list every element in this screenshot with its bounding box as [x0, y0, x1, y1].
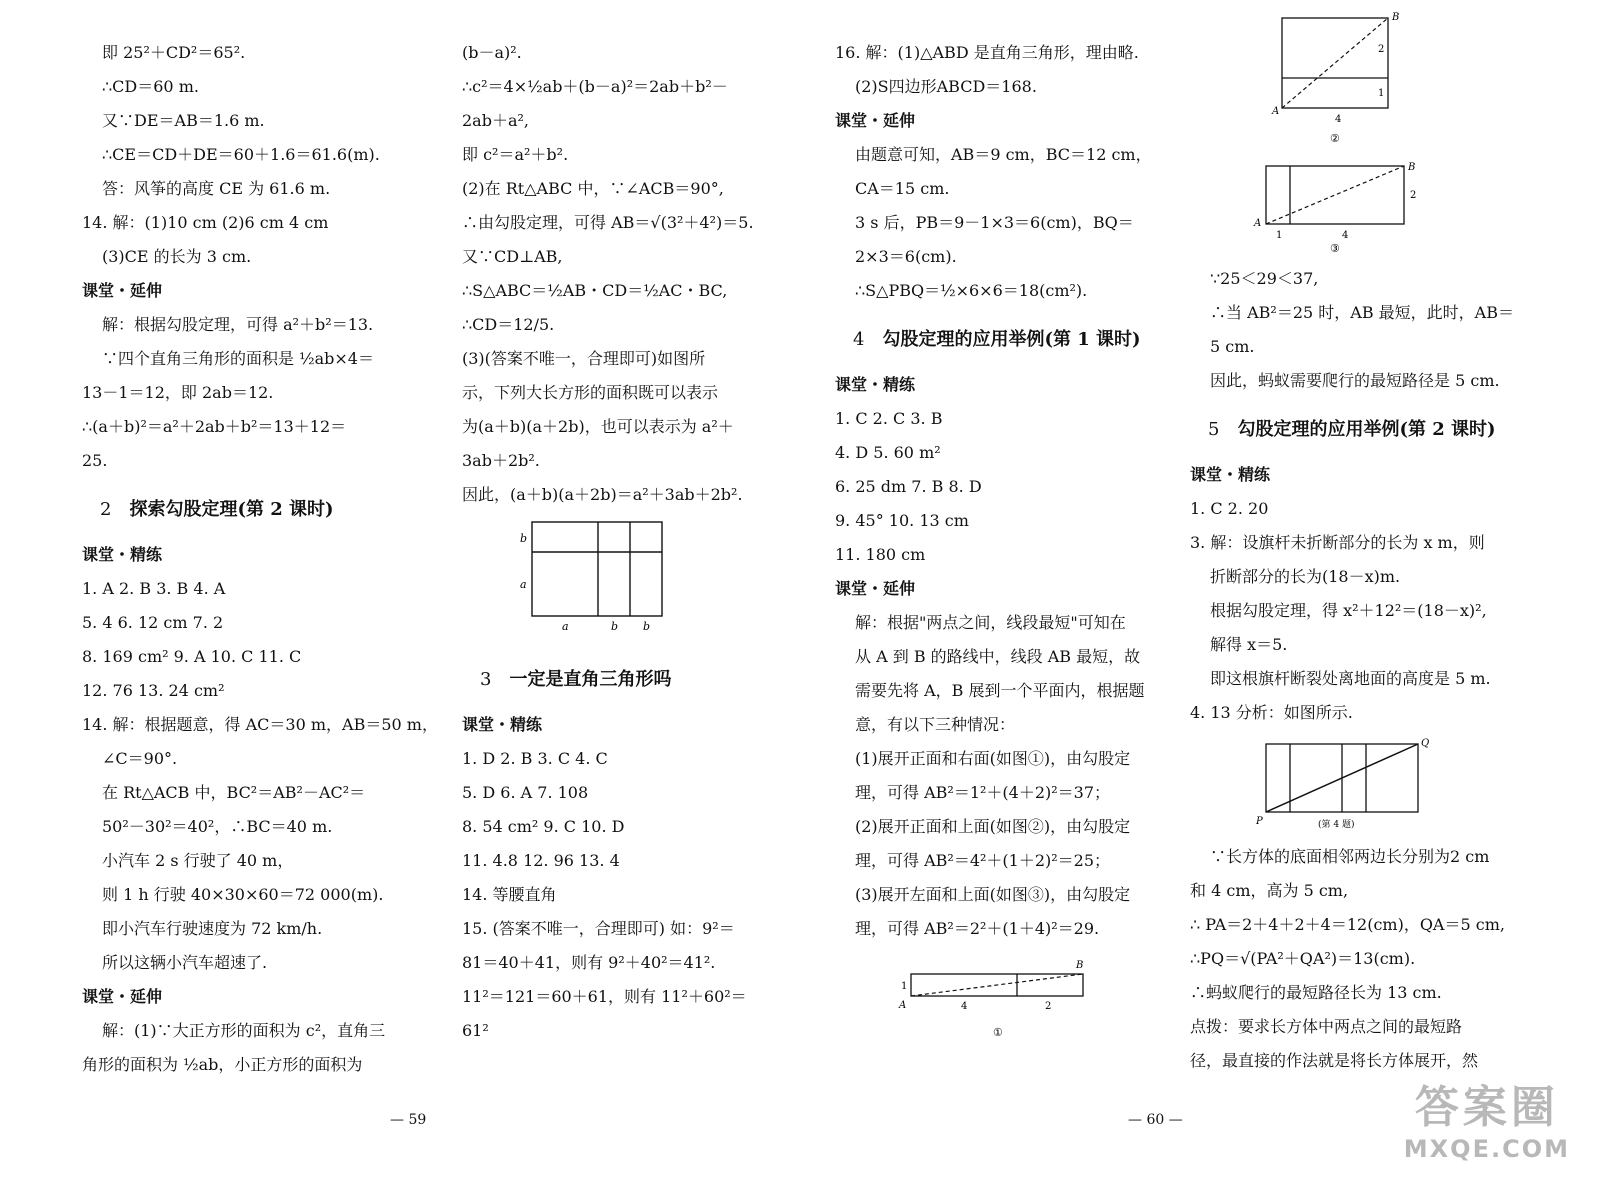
- section-heading: [1208, 410, 1520, 450]
- figure-label-bottom-b2: b: [643, 620, 651, 633]
- text-line: ∠C＝90°.: [102, 749, 178, 768]
- text-line: ∴蚂蚁爬行的最短路径长为 13 cm.: [1190, 983, 1442, 1002]
- subheading: 课堂・精练: [1190, 465, 1271, 484]
- section-number: 2: [100, 499, 112, 520]
- text-line: 径，最直接的作法就是将长方体展开，然: [1190, 1051, 1479, 1070]
- figure-label-b: b: [520, 532, 528, 545]
- fig2-label-b: B: [1392, 12, 1400, 23]
- fig3-label-a: A: [1254, 218, 1262, 229]
- figure-label-a: a: [520, 578, 527, 591]
- text-line: 12. 76 13. 24 cm²: [82, 681, 225, 700]
- text-line: (1)展开正面和右面(如图①)，由勾股定: [855, 749, 1131, 768]
- fig3-label-b: B: [1408, 162, 1416, 173]
- text-line: 在 Rt△ACB 中，BC²＝AB²－AC²＝: [102, 783, 366, 802]
- column-1: [82, 36, 438, 1082]
- fig1-caption: ①: [993, 1026, 1003, 1039]
- text-line: ∵长方体的底面相邻两边长分别为2 cm: [1210, 847, 1490, 866]
- text-line: 意，有以下三种情况：: [855, 715, 1016, 734]
- section-number: 4: [853, 329, 865, 350]
- fig1-label-4: 4: [961, 1001, 968, 1012]
- text-line: 50²－30²＝40²，∴BC＝40 m.: [102, 817, 333, 836]
- text-line: 解：(1)∵大正方形的面积为 c²，直角三: [102, 1021, 386, 1040]
- fig1-label-2: 2: [1045, 1001, 1052, 1012]
- section-heading: [853, 320, 1165, 360]
- text-line: ∴CE＝CD＋DE＝60＋1.6＝61.6(m).: [102, 145, 380, 164]
- figure-4-unfolded-box: [1190, 736, 1520, 830]
- text-line: 14. 解：(1)10 cm (2)6 cm 4 cm: [82, 213, 329, 232]
- section-heading: [480, 660, 792, 700]
- text-line: ∵25＜29＜37,: [1210, 269, 1319, 288]
- text-line: 理，可得 AB²＝2²＋(1＋4)²＝29.: [855, 919, 1100, 938]
- subheading: 课堂・延伸: [835, 111, 916, 130]
- text-line: 需要先将 A，B 展到一个平面内，根据题: [855, 681, 1145, 700]
- text-line: 解：根据"两点之间，线段最短"可知在: [855, 613, 1126, 632]
- fig2-caption: ②: [1330, 132, 1340, 145]
- text-line: 2ab＋a²,: [462, 111, 530, 130]
- text-line: 5. D 6. A 7. 108: [462, 783, 589, 802]
- fig2-label-2: 2: [1378, 44, 1385, 55]
- col4-block-c: [1190, 840, 1520, 1078]
- text-line: (b－a)².: [462, 43, 522, 62]
- text-line: 8. 54 cm² 9. C 10. D: [462, 817, 625, 836]
- text-line: 折断部分的长为(18－x)m.: [1210, 567, 1401, 586]
- text-line: 又∵CD⊥AB,: [462, 247, 563, 266]
- text-line: 由题意可知，AB＝9 cm，BC＝12 cm，: [855, 145, 1152, 164]
- text-line: ∴当 AB²＝25 时，AB 最短，此时，AB＝: [1210, 303, 1514, 322]
- fig1-label-b: B: [1076, 960, 1084, 971]
- text-line: 则 1 h 行驶 40×30×60＝72 000(m).: [102, 885, 384, 904]
- text-line: (2)展开正面和上面(如图②)，由勾股定: [855, 817, 1131, 836]
- text-line: ∴S△PBQ＝½×6×6＝18(cm²).: [855, 281, 1088, 300]
- text-line: 点拨：要求长方体中两点之间的最短路: [1190, 1017, 1463, 1036]
- text-line: 14. 等腰直角: [462, 885, 557, 904]
- section-number: 3: [480, 669, 492, 690]
- text-line: 1. C 2. 20: [1190, 499, 1269, 518]
- fig2-label-4: 4: [1335, 114, 1342, 125]
- text-line: 角形的面积为 ½ab，小正方形的面积为: [82, 1055, 363, 1074]
- text-line: 从 A 到 B 的路线中，线段 AB 最短，故: [855, 647, 1141, 666]
- figure-2-unfolded-box: [1190, 6, 1520, 148]
- text-line: ∴PQ＝√(PA²＋QA²)＝13(cm).: [1190, 949, 1416, 968]
- text-line: 16. 解：(1)△ABD 是直角三角形，理由略.: [835, 43, 1139, 62]
- text-line: 3ab＋2b².: [462, 451, 540, 470]
- text-line: ∴c²＝4×½ab＋(b－a)²＝2ab＋b²－: [462, 77, 728, 96]
- text-line: 2×3＝6(cm).: [855, 247, 957, 266]
- fig3-label-4: 4: [1342, 230, 1349, 241]
- text-line: 3. 解：设旗杆未折断部分的长为 x m，则: [1190, 533, 1485, 552]
- col1-block-b: [82, 538, 438, 1082]
- fig4-caption: (第 4 题): [1318, 820, 1355, 830]
- text-line: 为(a＋b)(a＋2b)，也可以表示为 a²＋: [462, 417, 734, 436]
- page-number-left: — 59: [390, 1112, 427, 1128]
- text-line: 答：风筝的高度 CE 为 61.6 m.: [102, 179, 331, 198]
- text-line: 11. 4.8 12. 96 13. 4: [462, 851, 620, 870]
- subheading: 课堂・延伸: [835, 579, 916, 598]
- fig2-label-1: 1: [1378, 88, 1385, 99]
- text-line: (2)S四边形ABCD＝168.: [855, 77, 1037, 96]
- text-line: ∴由勾股定理，可得 AB＝√(3²＋4²)＝5.: [462, 213, 754, 232]
- fig1-label-1: 1: [901, 981, 908, 992]
- section-number: 5: [1208, 419, 1220, 440]
- fig3-label-2: 2: [1410, 190, 1417, 201]
- column-3: [835, 36, 1165, 1052]
- watermark-text: 答案圈: [1414, 1082, 1559, 1133]
- text-line: (3)展开左面和上面(如图③)，由勾股定: [855, 885, 1131, 904]
- col3-block-a: [835, 36, 1165, 308]
- text-line: 61²: [462, 1021, 489, 1040]
- text-line: 5. 4 6. 12 cm 7. 2: [82, 613, 224, 632]
- col2-block-a: [462, 36, 792, 512]
- figure-label-bottom-b: b: [611, 620, 619, 633]
- fig1-label-a: A: [899, 1000, 907, 1011]
- text-line: 15. (答案不唯一，合理即可) 如：9²＝: [462, 919, 735, 938]
- col2-block-b: [462, 708, 792, 1048]
- text-line: 11. 180 cm: [835, 545, 926, 564]
- text-line: ∴CD＝12/5.: [462, 315, 555, 334]
- text-line: (3)(答案不唯一，合理即可)如图所: [462, 349, 706, 368]
- section-title: 勾股定理的应用举例(第 2 课时): [1237, 419, 1496, 440]
- text-line: 根据勾股定理，得 x²＋12²＝(18－x)²,: [1210, 601, 1487, 620]
- figure-label-bottom-a: a: [562, 620, 569, 633]
- text-line: ∵四个直角三角形的面积是 ½ab×4＝: [102, 349, 374, 368]
- watermark-logo: [1404, 1071, 1570, 1163]
- text-line: 所以这辆小汽车超速了.: [102, 953, 268, 972]
- section-title: 探索勾股定理(第 2 课时): [129, 499, 334, 520]
- text-line: 6. 25 dm 7. B 8. D: [835, 477, 982, 496]
- text-line: 又∵DE＝AB＝1.6 m.: [102, 111, 265, 130]
- fig3-caption: ③: [1330, 242, 1340, 255]
- text-line: 11²＝121＝60＋61，则有 11²＋60²＝: [462, 987, 747, 1006]
- text-line: 解：根据勾股定理，可得 a²＋b²＝13.: [102, 315, 374, 334]
- section-title: 勾股定理的应用举例(第 1 课时): [882, 329, 1141, 350]
- subheading: 课堂・延伸: [82, 281, 163, 300]
- text-line: (2)在 Rt△ABC 中，∵∠ACB＝90°,: [462, 179, 724, 198]
- subheading: 课堂・延伸: [82, 987, 163, 1006]
- section-title: 一定是直角三角形吗: [509, 669, 672, 690]
- text-line: 即 25²＋CD²＝65².: [102, 43, 246, 62]
- text-line: 1. D 2. B 3. C 4. C: [462, 749, 608, 768]
- text-line: CA＝15 cm.: [855, 179, 950, 198]
- text-line: 5 cm.: [1210, 337, 1255, 356]
- text-line: ∴(a＋b)²＝a²＋2ab＋b²＝13＋12＝: [82, 417, 347, 436]
- text-line: 示，下列大长方形的面积既可以表示: [462, 383, 719, 402]
- text-line: 81＝40＋41，则有 9²＋40²＝41².: [462, 953, 716, 972]
- text-line: (3)CE 的长为 3 cm.: [102, 247, 252, 266]
- watermark-url: MXQE.COM: [1403, 1135, 1570, 1163]
- fig2-label-a: A: [1272, 106, 1280, 117]
- text-line: 即这根旗杆断裂处离地面的高度是 5 m.: [1210, 669, 1491, 688]
- subheading: 课堂・精练: [835, 375, 916, 394]
- page-number-right: — 60 —: [1128, 1112, 1183, 1128]
- text-line: 4. 13 分析：如图所示.: [1190, 703, 1353, 722]
- section-heading: [100, 490, 422, 530]
- fig3-label-1: 1: [1276, 230, 1283, 241]
- text-line: ∴CD＝60 m.: [102, 77, 199, 96]
- text-line: 1. A 2. B 3. B 4. A: [82, 579, 226, 598]
- col4-block-b: [1190, 458, 1520, 730]
- text-line: ∴S△ABC＝½AB・CD＝½AC・BC,: [462, 281, 728, 300]
- text-line: 14. 解：根据题意，得 AC＝30 m，AB＝50 m，: [82, 715, 438, 734]
- col1-block-a: [82, 36, 422, 478]
- text-line: 1. C 2. C 3. B: [835, 409, 943, 428]
- text-line: 和 4 cm，高为 5 cm,: [1190, 881, 1349, 900]
- text-line: ∴ PA＝2＋4＋2＋4＝12(cm)，QA＝5 cm,: [1190, 915, 1505, 934]
- subheading: 课堂・精练: [462, 715, 543, 734]
- column-4: [1190, 12, 1520, 1078]
- text-line: 即 c²＝a²＋b².: [462, 145, 569, 164]
- column-2: [462, 36, 792, 1048]
- subheading: 课堂・精练: [82, 545, 163, 564]
- text-line: 解得 x＝5.: [1210, 635, 1288, 654]
- figure-1-unfolded-box: [835, 952, 1165, 1042]
- text-line: 9. 45° 10. 13 cm: [835, 511, 969, 530]
- text-line: 小汽车 2 s 行驶了 40 m，: [102, 851, 294, 870]
- text-line: 理，可得 AB²＝1²＋(4＋2)²＝37；: [855, 783, 1111, 802]
- text-line: 3 s 后，PB＝9－1×3＝6(cm)，BQ＝: [855, 213, 1134, 232]
- text-line: 因此，(a＋b)(a＋2b)＝a²＋3ab＋2b².: [462, 485, 743, 504]
- text-line: 8. 169 cm² 9. A 10. C 11. C: [82, 647, 302, 666]
- col4-block-a: [1190, 262, 1520, 398]
- figure-3-unfolded-box: [1190, 152, 1520, 258]
- col3-block-b: [835, 368, 1165, 946]
- rectangle-area-figure: [462, 518, 792, 638]
- fig4-label-p: P: [1256, 816, 1263, 827]
- text-line: 即小汽车行驶速度为 72 km/h.: [102, 919, 323, 938]
- text-line: 13－1＝12，即 2ab＝12.: [82, 383, 274, 402]
- text-line: 因此，蚂蚁需要爬行的最短路径是 5 cm.: [1210, 371, 1500, 390]
- text-line: 4. D 5. 60 m²: [835, 443, 941, 462]
- text-line: 25.: [82, 451, 108, 470]
- text-line: 理，可得 AB²＝4²＋(1＋2)²＝25；: [855, 851, 1111, 870]
- fig4-label-q: Q: [1421, 738, 1430, 749]
